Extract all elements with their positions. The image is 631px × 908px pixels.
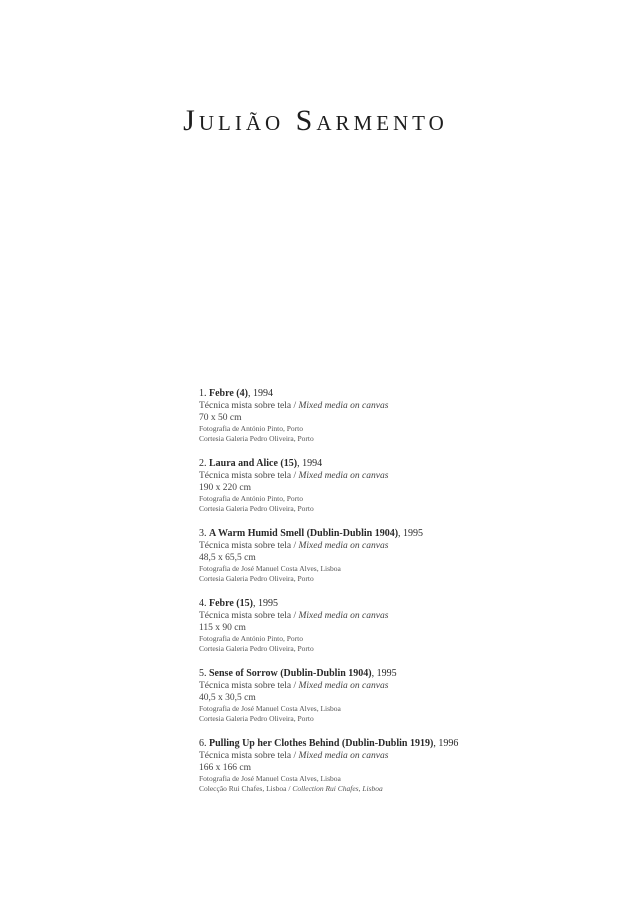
photo-credit: Fotografia de José Manuel Costa Alves, Lisboa bbox=[199, 564, 341, 573]
work-number: 6. bbox=[199, 738, 207, 749]
work-year: 1995 bbox=[376, 668, 397, 679]
work-entry bbox=[199, 458, 619, 514]
work-dimensions: 70 x 50 cm bbox=[199, 413, 242, 423]
work-medium: Técnica mista sobre tela / Mixed media on canvas bbox=[199, 611, 389, 621]
work-medium-pt: Técnica mista sobre tela bbox=[199, 541, 292, 551]
work-entry bbox=[199, 598, 619, 654]
work-dimensions: 40,5 x 30,5 cm bbox=[199, 693, 256, 703]
year-separator: , bbox=[433, 738, 439, 749]
work-heading bbox=[199, 738, 619, 750]
work-medium-en: Mixed media on canvas bbox=[298, 541, 389, 551]
courtesy-credit bbox=[199, 434, 619, 444]
work-year: 1996 bbox=[438, 738, 459, 749]
year-separator: , bbox=[398, 528, 404, 539]
work-medium: Técnica mista sobre tela / Mixed media on canvas bbox=[199, 471, 389, 481]
year-separator: , bbox=[297, 458, 303, 469]
work-entry bbox=[199, 528, 619, 584]
courtesy-credit bbox=[199, 574, 619, 584]
work-number: 5. bbox=[199, 668, 207, 679]
work-medium: Técnica mista sobre tela / Mixed media on canvas bbox=[199, 681, 389, 691]
courtesy-credit bbox=[199, 714, 619, 724]
work-entry bbox=[199, 738, 619, 794]
courtesy-en-wrap: / Collection Rui Chafes, Lisboa bbox=[286, 784, 383, 793]
courtesy-text: Colecção Rui Chafes, Lisboa bbox=[199, 784, 287, 793]
work-heading bbox=[199, 458, 619, 470]
year-separator: , bbox=[247, 388, 253, 399]
work-title: Febre (15) bbox=[209, 598, 253, 609]
courtesy-text: Cortesia Galeria Pedro Oliveira, Porto bbox=[199, 434, 314, 443]
work-heading bbox=[199, 668, 619, 680]
work-number: 4. bbox=[199, 598, 207, 609]
work-dimensions: 48,5 x 65,5 cm bbox=[199, 553, 256, 563]
work-number: 2. bbox=[199, 458, 207, 469]
courtesy-en: Collection Rui Chafes, Lisboa bbox=[292, 784, 383, 793]
work-title: Laura and Alice (15) bbox=[209, 458, 298, 469]
year-separator: , bbox=[371, 668, 377, 679]
works-list bbox=[199, 388, 619, 808]
work-title: Sense of Sorrow (Dublin-Dublin 1904) bbox=[209, 668, 372, 679]
work-dimensions: 190 x 220 cm bbox=[199, 483, 251, 493]
work-medium-en: Mixed media on canvas bbox=[298, 611, 389, 621]
work-heading bbox=[199, 388, 619, 400]
courtesy-text: Cortesia Galeria Pedro Oliveira, Porto bbox=[199, 504, 314, 513]
work-year: 1995 bbox=[403, 528, 424, 539]
courtesy-credit bbox=[199, 784, 619, 794]
work-medium: Técnica mista sobre tela / Mixed media on canvas bbox=[199, 541, 389, 551]
work-year: 1994 bbox=[252, 388, 273, 399]
courtesy-text: Cortesia Galeria Pedro Oliveira, Porto bbox=[199, 574, 314, 583]
courtesy-credit bbox=[199, 644, 619, 654]
work-medium-en: Mixed media on canvas bbox=[298, 751, 389, 761]
work-number: 3. bbox=[199, 528, 207, 539]
work-medium: Técnica mista sobre tela / Mixed media on canvas bbox=[199, 401, 389, 411]
year-separator: , bbox=[252, 598, 258, 609]
work-year: 1994 bbox=[302, 458, 323, 469]
courtesy-text: Cortesia Galeria Pedro Oliveira, Porto bbox=[199, 714, 314, 723]
work-title: Pulling Up her Clothes Behind (Dublin-Dublin 1919) bbox=[209, 738, 434, 749]
work-entry bbox=[199, 668, 619, 724]
work-medium-pt: Técnica mista sobre tela bbox=[199, 681, 292, 691]
courtesy-text: Cortesia Galeria Pedro Oliveira, Porto bbox=[199, 644, 314, 653]
photo-credit: Fotografia de António Pinto, Porto bbox=[199, 494, 303, 503]
photo-credit: Fotografia de José Manuel Costa Alves, Lisboa bbox=[199, 774, 341, 783]
work-medium-pt: Técnica mista sobre tela bbox=[199, 751, 292, 761]
photo-credit: Fotografia de António Pinto, Porto bbox=[199, 424, 303, 433]
work-medium: Técnica mista sobre tela / Mixed media on canvas bbox=[199, 751, 389, 761]
work-medium-en: Mixed media on canvas bbox=[298, 401, 389, 411]
work-heading bbox=[199, 598, 619, 610]
work-title: A Warm Humid Smell (Dublin-Dublin 1904) bbox=[209, 528, 399, 539]
work-dimensions: 115 x 90 cm bbox=[199, 623, 246, 633]
work-medium-pt: Técnica mista sobre tela bbox=[199, 471, 292, 481]
work-medium-en: Mixed media on canvas bbox=[298, 681, 389, 691]
work-dimensions: 166 x 166 cm bbox=[199, 763, 251, 773]
courtesy-credit bbox=[199, 504, 619, 514]
page-title: Julião Sarmento bbox=[183, 104, 448, 137]
work-heading bbox=[199, 528, 619, 540]
work-year: 1995 bbox=[257, 598, 278, 609]
work-number: 1. bbox=[199, 388, 207, 399]
work-medium-pt: Técnica mista sobre tela bbox=[199, 401, 292, 411]
work-medium-pt: Técnica mista sobre tela bbox=[199, 611, 292, 621]
work-entry bbox=[199, 388, 619, 444]
photo-credit: Fotografia de António Pinto, Porto bbox=[199, 634, 303, 643]
work-title: Febre (4) bbox=[209, 388, 248, 399]
photo-credit: Fotografia de José Manuel Costa Alves, Lisboa bbox=[199, 704, 341, 713]
work-medium-en: Mixed media on canvas bbox=[298, 471, 389, 481]
